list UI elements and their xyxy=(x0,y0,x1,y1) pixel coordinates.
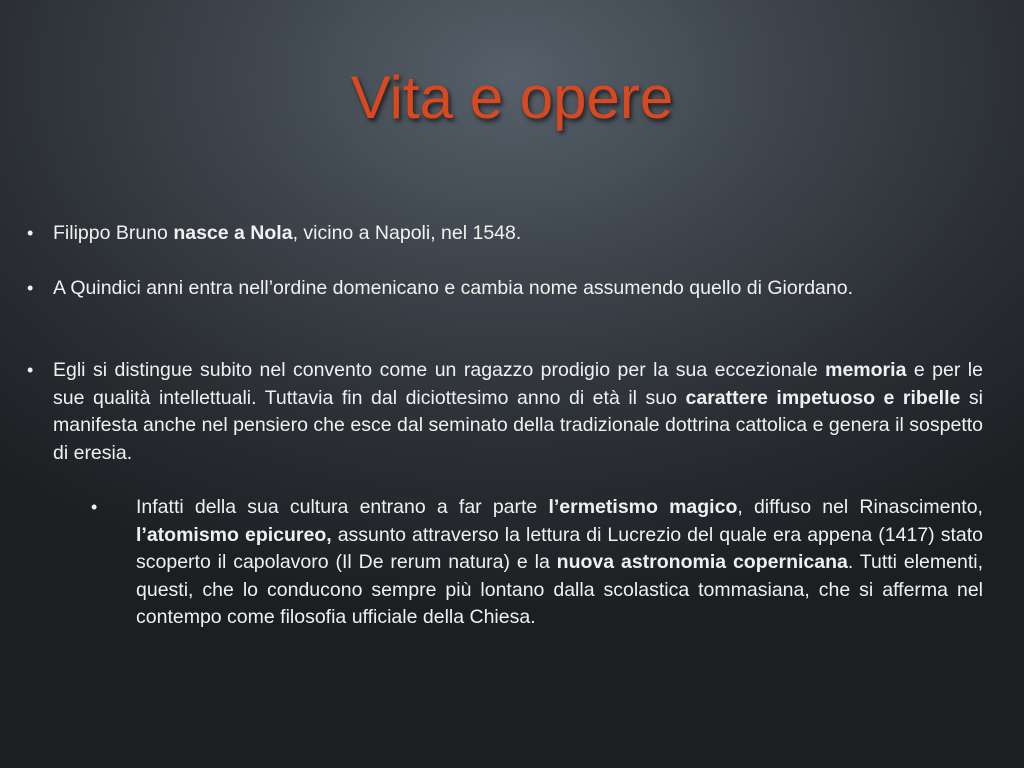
emphasis-text: l’ermetismo magico xyxy=(548,496,738,518)
body-text: si manifesta anche nel pensiero che esce dal seminato della tradizionale dottrina cattolica e genera il sospetto di eresia. xyxy=(53,386,983,464)
bullet-text xyxy=(53,359,983,464)
emphasis-text: carattere impetuoso e ribelle xyxy=(685,386,961,409)
bullet-icon: • xyxy=(91,497,98,517)
body-text: Filippo Bruno xyxy=(53,222,174,244)
emphasis-text: nuova astronomia copernicana xyxy=(556,551,848,573)
bullet-text xyxy=(136,496,983,628)
body-text: , vicino a Napoli, nel 1548. xyxy=(292,222,522,244)
bullet-icon: • xyxy=(27,278,34,298)
bullet-text xyxy=(53,222,521,244)
body-text: e per le sue qualità intellettuali. Tuttavia fin dal diciottesimo anno di età il suo xyxy=(53,359,983,409)
bullet-item xyxy=(27,275,983,303)
body-text: . Tutti elementi, questi, che lo conducono sempre più lontano dalla scolastica tommasiana, che si afferma nel contempo come filosofia ufficiale della Chiesa. xyxy=(136,551,983,628)
body-text: , diffuso nel Rinascimento, xyxy=(737,496,983,518)
bullet-item xyxy=(27,220,983,248)
bullet-icon: • xyxy=(27,223,34,243)
emphasis-text: memoria xyxy=(825,359,907,381)
bullet-text xyxy=(53,277,853,299)
body-text: assunto attraverso la lettura di Lucrezio del quale era appena (1417) stato scoperto il capolavoro (Il De rerum natura) e la xyxy=(136,523,983,573)
body-text: Egli si distingue subito nel convento come un ragazzo prodigio per la sua eccezionale xyxy=(53,359,826,381)
emphasis-text: nasce a Nola xyxy=(173,222,293,244)
bullet-item xyxy=(27,357,983,467)
slide-title: Vita e opere xyxy=(350,64,674,131)
body-text: Infatti della sua cultura entrano a far parte xyxy=(136,496,549,518)
bullet-icon: • xyxy=(27,360,34,380)
body-text: A Quindici anni entra nell’ordine domenicano e cambia nome assumendo quello di Giordano. xyxy=(53,277,853,299)
emphasis-text: l’atomismo epicureo, xyxy=(136,523,332,546)
sub-bullet-item xyxy=(91,494,983,632)
